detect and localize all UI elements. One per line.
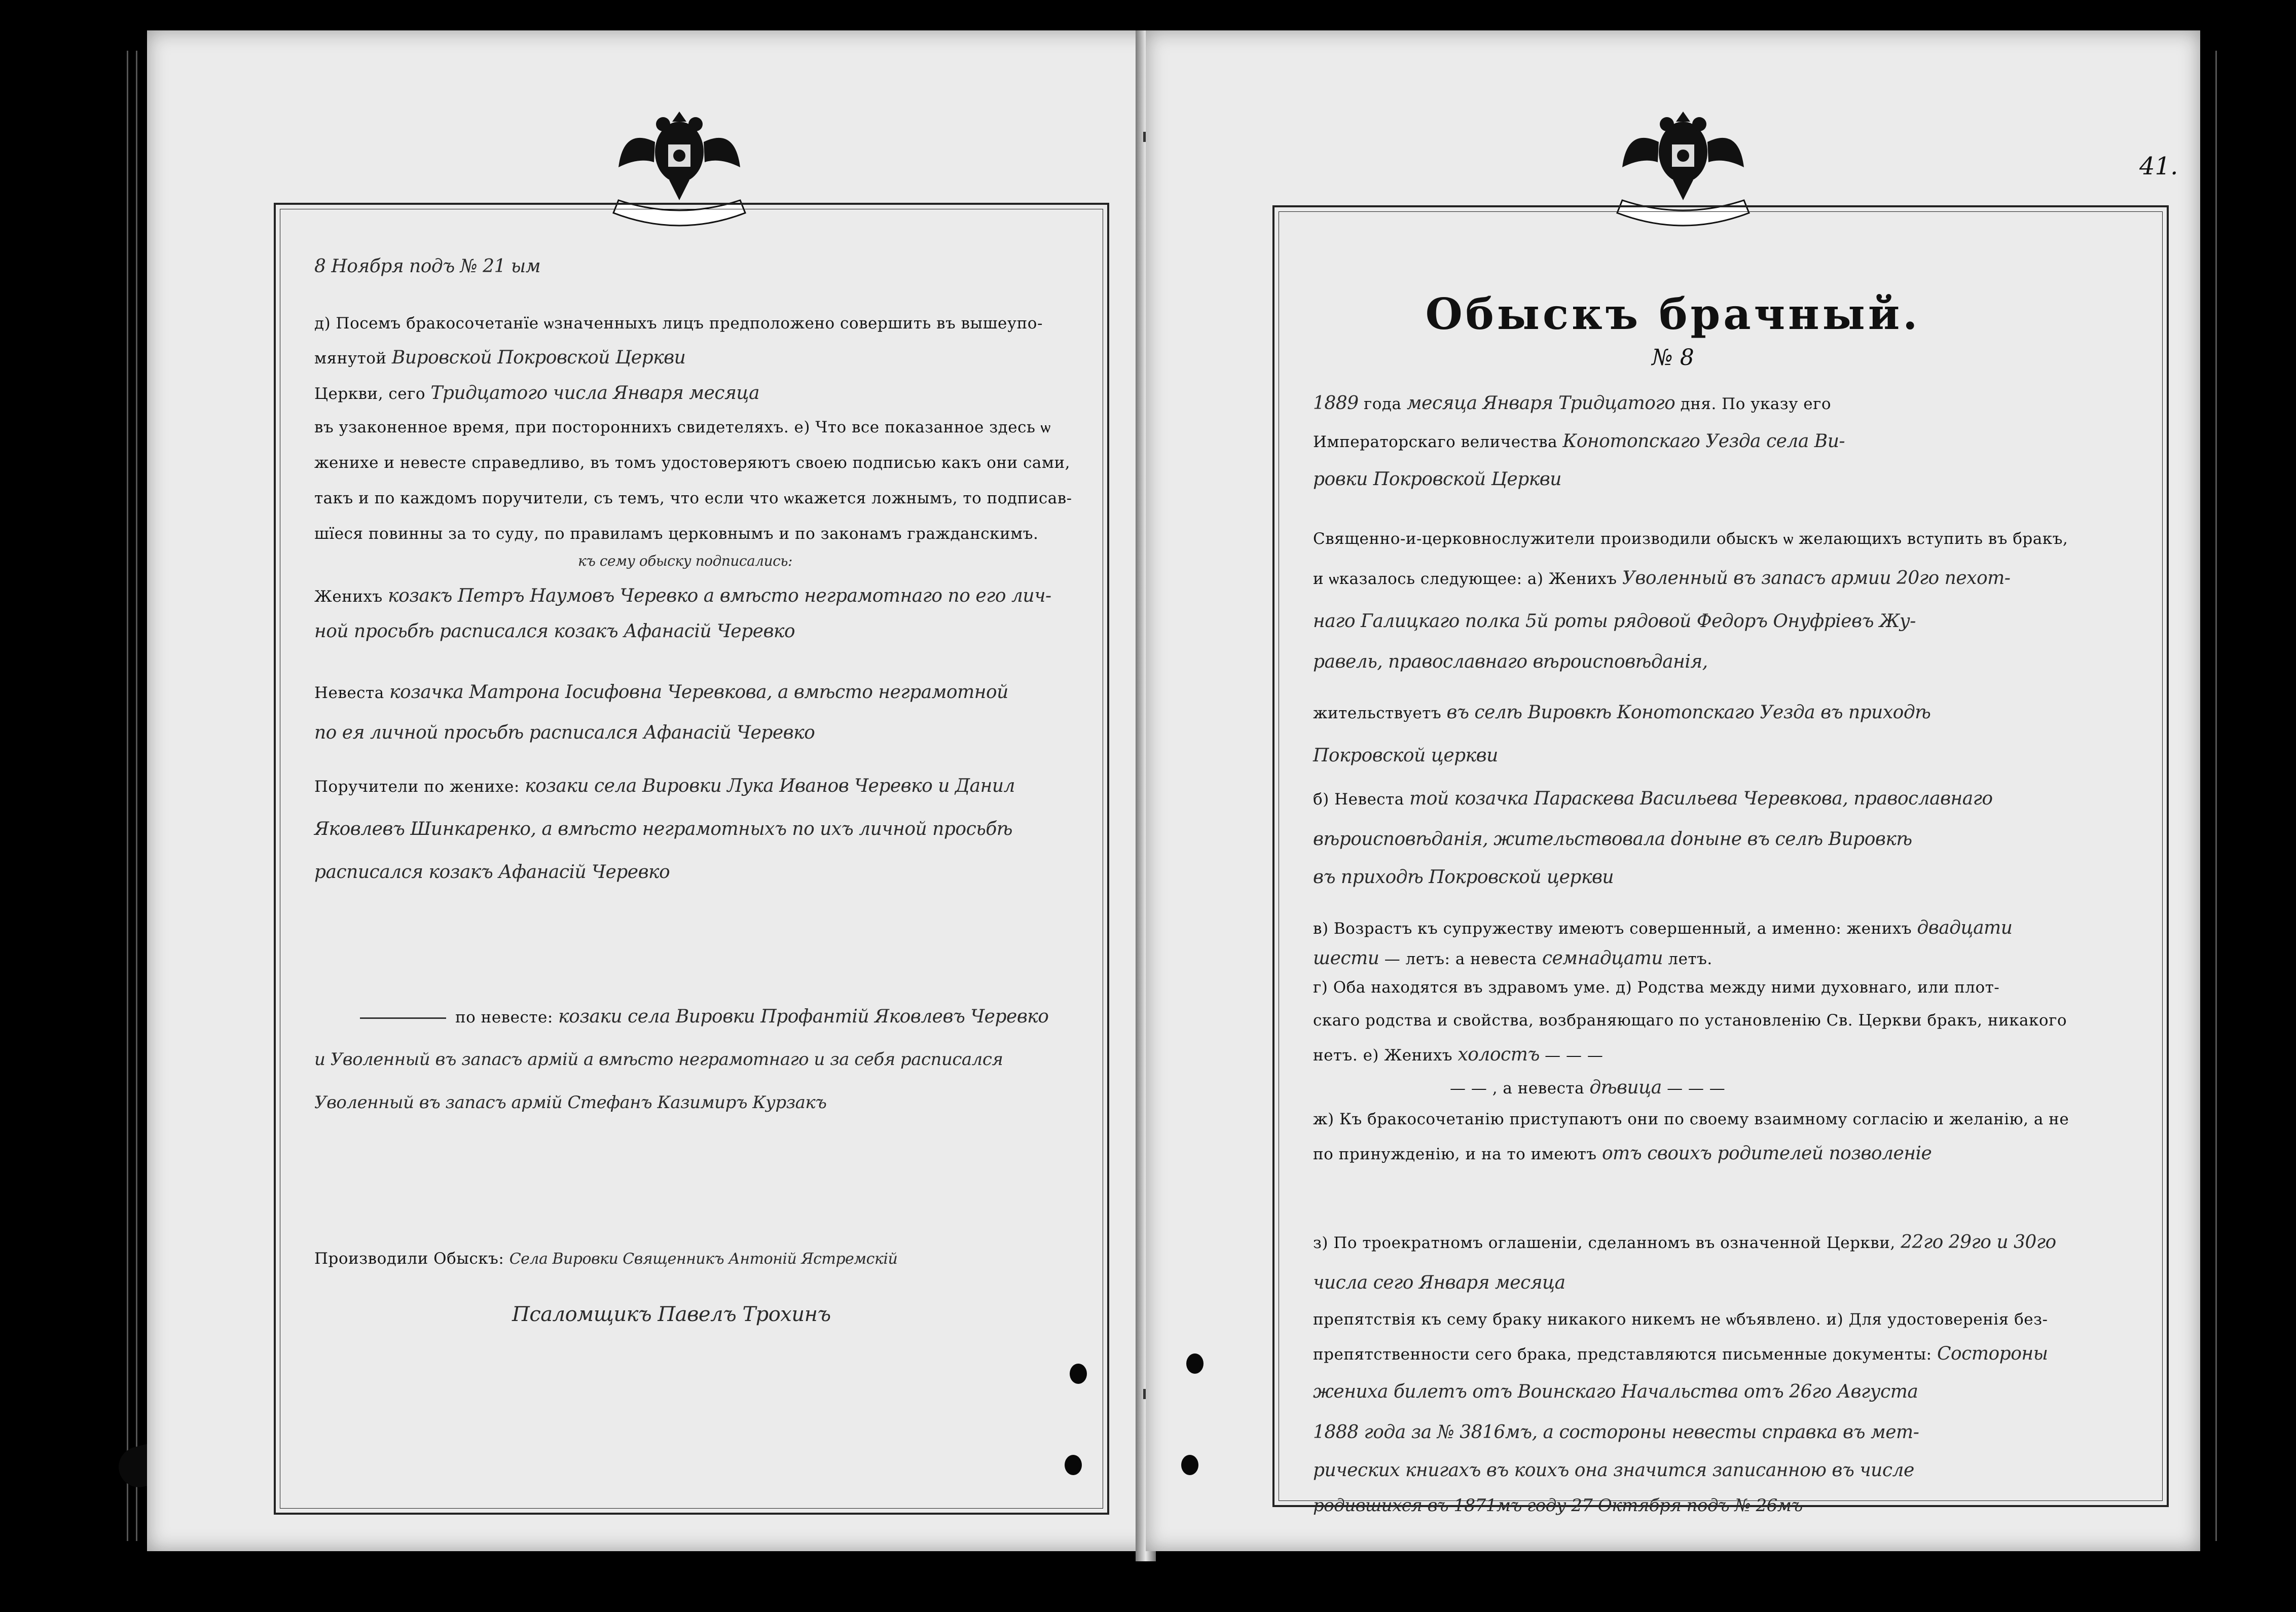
- right-page: [1146, 30, 2200, 1551]
- age-line: в) Возрастъ къ супружеству имеютъ совершенный, а именно: женихъ двадцати: [1313, 918, 2013, 938]
- groom-guarantors-cont: расписался козакъ Афанасій Черевко: [314, 862, 670, 883]
- page-edge: [2215, 51, 2217, 1541]
- banns-line: препятствія къ сему браку никакого никемъ не ѡбъявлено. и) Для удостоверенія без-: [1313, 1310, 2048, 1329]
- left-page: [147, 30, 1166, 1551]
- clergy-line: равель, православнаго вѣроисповѣданія,: [1313, 651, 1708, 672]
- kinship-line: скаго родства и свойства, возбраняющаго по установленію Св. Церкви бракъ, никакого: [1313, 1011, 2067, 1030]
- groom-label: Женихъ: [314, 588, 383, 606]
- bride-line: вѣроисповѣданія, жительствовала doныне въ селѣ Вировкѣ: [1313, 829, 1912, 850]
- banns-line: з) По троекратномъ оглашеніи, сделанномъ въ означенной Церкви, 22го 29го и 30го: [1313, 1232, 2056, 1253]
- d-text-line: шїеся повинны за то суду, по правиламъ церковнымъ и по законамъ гражданскимъ.: [314, 525, 1039, 543]
- page-edge: [127, 51, 128, 1541]
- punch-hole: [1070, 1364, 1087, 1384]
- handwriting: Вировской Покровской Церкви: [391, 347, 686, 368]
- groom-entry-cont: ной просьбѣ расписался козакъ Афанасій Черевко: [314, 621, 795, 642]
- clergy-line: и ѡказалось следующее: а) Женихъ Уволенный въ запасъ армии 20го пехот-: [1313, 568, 2011, 589]
- bride-guarantors-label: по невесте:: [455, 1008, 553, 1027]
- punch-hole: [1186, 1353, 1204, 1374]
- punch-hole: [1181, 1455, 1198, 1475]
- intro-line: ровки Покровской Церкви: [1313, 469, 1561, 490]
- d-text-line: мянутой Вировской Покровской Церкви: [314, 347, 686, 368]
- intro-line: 1889 года месяца Января Тридцатого дня. По указу его: [1313, 393, 1832, 414]
- d-text-line: д) Посемъ бракосочетанїе ѡзначенныхъ лицъ предположено совершить въ вышеупо-: [314, 314, 1043, 333]
- clergy-line: наго Галицкаго полка 5й роты рядовой Федоръ Онуфріевъ Жу-: [1313, 611, 1916, 632]
- consent-line: ж) Къ бракосочетанію приступаютъ они по своему взаимному согласію и желанію, а не: [1313, 1110, 2069, 1128]
- register-spread: [112, 30, 2231, 1582]
- residence-line: жительствуетъ въ селѣ Вировкѣ Конотопскаго Уезда въ приходѣ: [1313, 702, 1931, 723]
- handwriting: Тридцатого числа Января месяца: [430, 383, 759, 404]
- clergy-line: Священно-и-церковнослужители производили обыскъ ѡ желающихъ вступить въ бракъ,: [1313, 530, 2068, 548]
- conducted-label: Производили Обыскъ:: [314, 1250, 504, 1268]
- document-number: № 8: [1652, 345, 1694, 371]
- status-line: — — , а невеста дѣвица — — —: [1450, 1077, 1726, 1098]
- age-line: шести — летъ: а невеста семнадцати летъ.: [1313, 948, 1712, 969]
- d-text-line: Церкви, сего Тридцатого числа Января месяца: [314, 383, 759, 404]
- residence-line: Покровской церкви: [1313, 745, 1498, 766]
- bride-guarantors: по невесте: козаки села Вировки Профантій Яковлевъ Черевко: [360, 1006, 1048, 1027]
- consent-line: по принужденію, и на то имеютъ отъ своихъ родителей позволеніе: [1313, 1143, 1932, 1164]
- page-edge: [136, 51, 137, 1541]
- documents-line: родившихся въ 1871мъ году 27 Октября подъ № 26мъ: [1313, 1495, 1803, 1516]
- d-text-line: женихе и невесте справедливо, въ томъ удостоверяютъ своею подписью какъ они сами,: [314, 454, 1071, 472]
- documents-line: жениха билетъ отъ Воинскаго Начальства отъ 26го Августа: [1313, 1381, 1918, 1402]
- header-note: 8 Ноября подъ № 21 ым: [314, 256, 541, 277]
- bride-guarantors-cont: Уволенный въ запасъ армій Стефанъ Казимиръ Курзакъ: [314, 1092, 827, 1113]
- conducted-by: Производили Обыскъ: Села Вировки Священникъ Антоній Ястремскій: [314, 1250, 898, 1268]
- bride-label: Невеста: [314, 684, 384, 702]
- intro-line: Императорскаго величества Конотопскаго Уезда села Ви-: [1313, 431, 1845, 452]
- groom-guarantors-label: Поручители по женихе:: [314, 778, 520, 796]
- page-number: 41.: [2139, 152, 2178, 180]
- signatures-caption: къ сему обыску подписались:: [578, 553, 792, 569]
- bride-entry-cont: по ея личной просьбѣ расписался Афанасій Черевко: [314, 722, 815, 743]
- d-text-line: въ узаконенное время, при постороннихъ свидетеляхъ. е) Что все показанное здесь ѡ: [314, 418, 1051, 436]
- groom-guarantors: Поручители по женихе: козаки села Вировки Лука Иванов Черевко и Данил: [314, 776, 1015, 796]
- bride-line: въ приходѣ Покровской церкви: [1313, 867, 1614, 888]
- documents-line: рических книгахъ въ коихъ она значится записанною въ числе: [1313, 1460, 1914, 1481]
- documents-line: 1888 года за № 3816мъ, а состороны невесты справка въ мет-: [1313, 1422, 1919, 1443]
- documents-line: препятственности сего брака, представляются письменные документы: Состороны: [1313, 1343, 2048, 1364]
- banns-line: числа сего Января месяца: [1313, 1272, 1565, 1293]
- document-title: Обыскъ брачный.: [1425, 289, 1921, 339]
- groom-entry: Женихъ козакъ Петръ Наумовъ Черевко а вмѣсто неграмотнаго по его лич-: [314, 585, 1051, 606]
- kinship-line: г) Оба находятся въ здравомъ уме. д) Родства между ними духовнаго, или плот-: [1313, 978, 2000, 997]
- punch-hole: [1065, 1455, 1082, 1475]
- bride-line: б) Невеста той козачка Параскева Васильева Черевкова, православнаго: [1313, 788, 1993, 809]
- groom-guarantors-cont: Яковлевъ Шинкаренко, а вмѣсто неграмотныхъ по ихъ личной просьбѣ: [314, 819, 1013, 839]
- bride-entry: Невеста козачка Матрона Іосифовна Черевкова, а вмѣсто неграмотной: [314, 682, 1008, 703]
- status-line: нетъ. е) Женихъ холостъ — — —: [1313, 1044, 1603, 1065]
- d-text-line: такъ и по каждомъ поручители, съ темъ, что если что ѡкажется ложнымъ, то подписав-: [314, 489, 1072, 507]
- bride-guarantors-cont: и Уволенный въ запасъ армій а вмѣсто неграмотнаго и за себя расписался: [314, 1049, 1003, 1070]
- conducted-by-cont: Псаломщикъ Павелъ Трохинъ: [512, 1303, 831, 1326]
